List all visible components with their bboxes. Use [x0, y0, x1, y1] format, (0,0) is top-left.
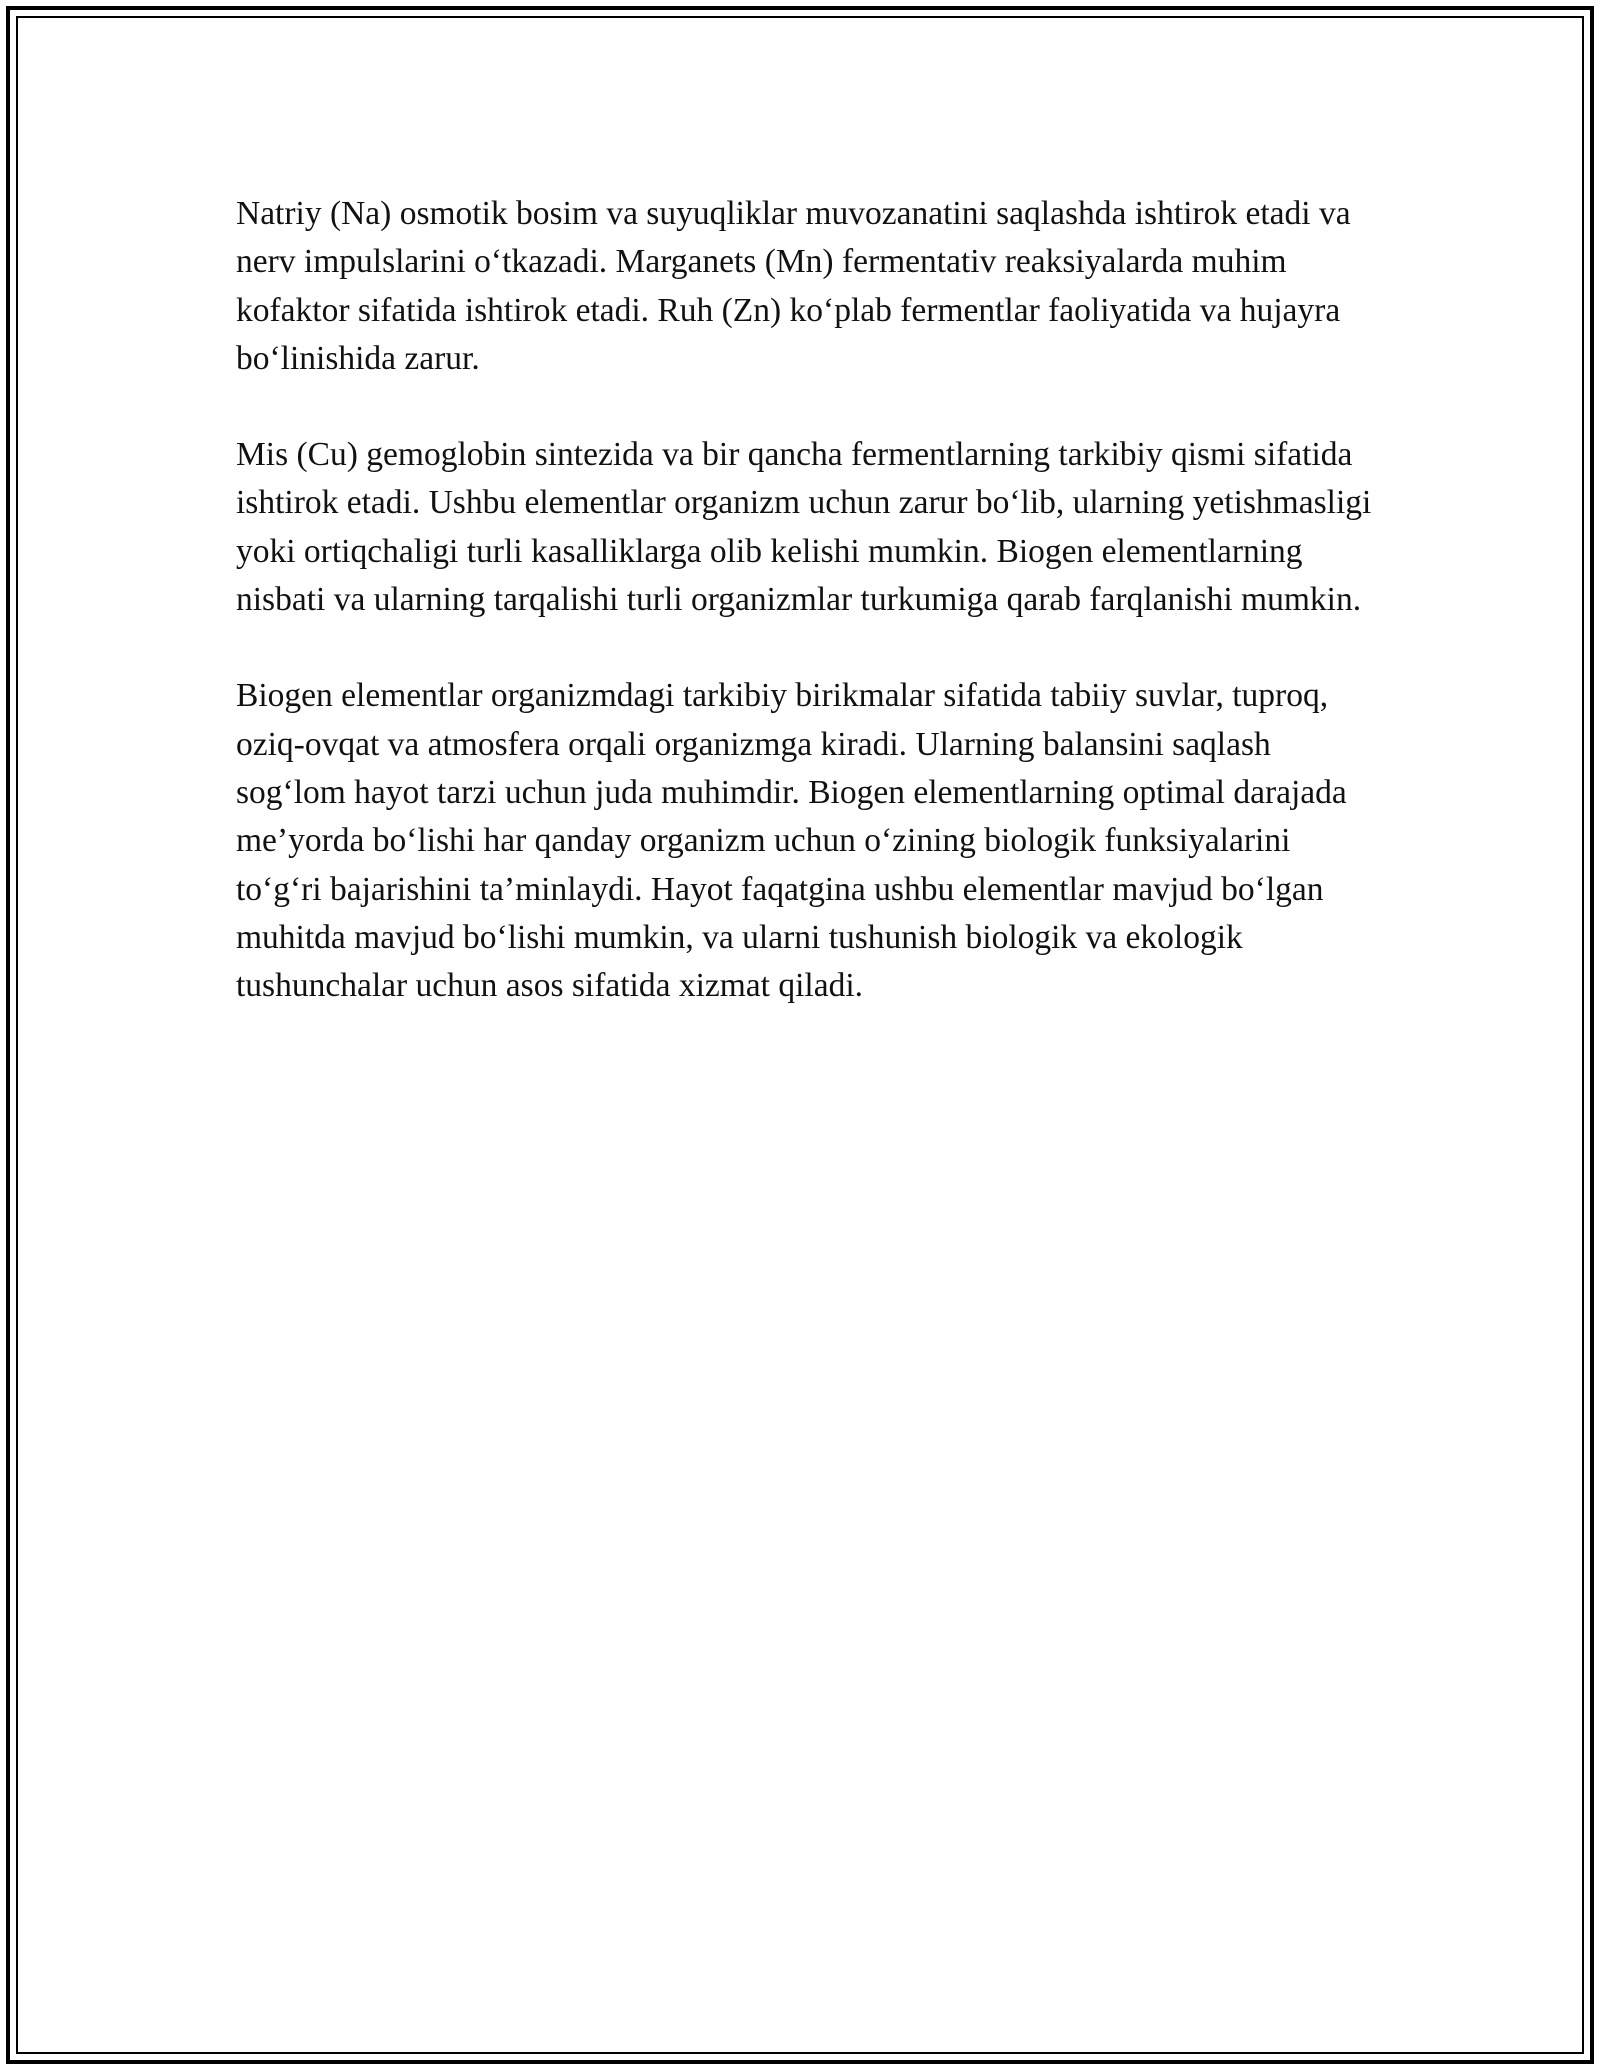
paragraph-1: Natriy (Na) osmotik bosim va suyuqliklar muvozanatini saqlashda ishtirok etadi va nerv impulslarini o‘tkazadi. Marganets (Mn) fermentativ reaksiyalarda muhim kofaktor sifatida ishtirok etadi. Ruh (Zn) ko‘plab fermentlar faoliyatida va hujayra bo‘linishida zarur.	[236, 195, 1351, 377]
paragraph-3: Biogen elementlar organizmdagi tarkibiy birikmalar sifatida tabiiy suvlar, tuproq, oziq-ovqat va atmosfera orqali organizmga kiradi. Ularning balansini saqlash sog‘lom hayot tarzi uchun juda muhimdir. Biogen elementlarning optimal darajada me’yorda bo‘lishi har qanday organizm uchun o‘zining biologik funksiyalarini to‘g‘ri bajarishini ta’minlaydi. Hayot faqatgina ushbu elementlar mavjud bo‘lgan muhitda mavjud bo‘lishi mumkin, va ularni tushunish biologik va ekologik tushunchalar uchun asos sifatida xizmat qiladi.	[236, 677, 1347, 1005]
document-body	[236, 190, 1376, 1058]
paragraph-2: Mis (Cu) gemoglobin sintezida va bir qancha fermentlarning tarkibiy qismi sifatida ishtirok etadi. Ushbu elementlar organizm uchun zarur bo‘lib, ularning yetishmasligi yoki ortiqchaligi turli kasalliklarga olib kelishi mumkin. Biogen elementlarning nisbati va ularning tarqalishi turli organizmlar turkumiga qarab farqlanishi mumkin.	[236, 436, 1372, 619]
